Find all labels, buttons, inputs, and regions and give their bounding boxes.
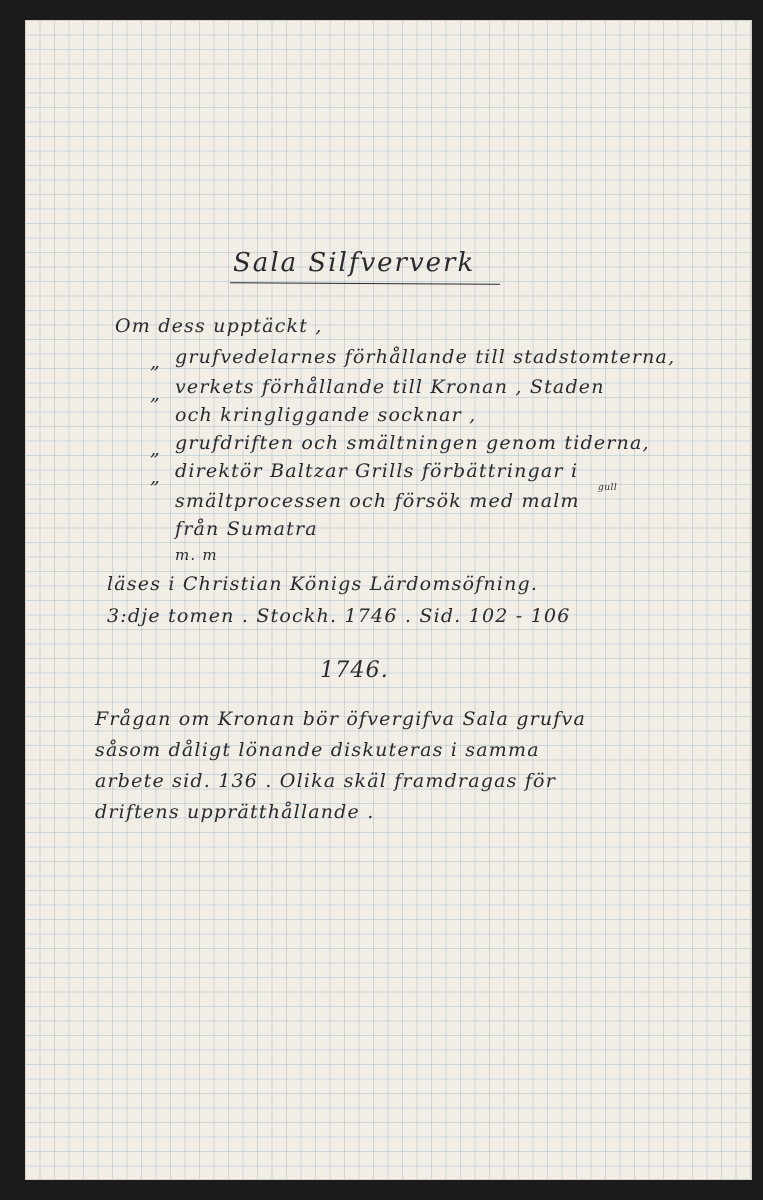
- insertion-note: gull: [598, 483, 618, 493]
- paragraph-line: såsom dåligt lönande diskuteras i samma: [95, 739, 540, 761]
- topic-line: verkets förhållande till Kronan , Staden: [175, 376, 605, 398]
- paragraph-line: arbete sid. 136 . Olika skäl framdragas för: [95, 770, 556, 792]
- title-underline: [230, 282, 500, 284]
- reference-line: 3:dje tomen . Stockh. 1746 . Sid. 102 - 106: [107, 605, 571, 627]
- ditto-mark: „: [150, 351, 162, 373]
- topic-line: grufvedelarnes förhållande till stadstomterna,: [175, 346, 676, 368]
- ditto-mark: „: [150, 466, 162, 488]
- reference-line: läses i Christian Königs Lärdomsöfning.: [107, 573, 539, 595]
- year-heading: 1746.: [320, 658, 389, 683]
- paragraph-line: Frågan om Kronan bör öfvergifva Sala grufva: [95, 708, 587, 730]
- paragraph-line: driftens upprätthållande .: [95, 801, 375, 823]
- topic-line: från Sumatra: [175, 518, 318, 540]
- topic-line: och kringliggande socknar ,: [175, 404, 477, 426]
- ditto-mark: „: [150, 438, 162, 460]
- page-title: Sala Silfververk: [233, 248, 476, 278]
- topics-intro: Om dess upptäckt ,: [115, 315, 323, 337]
- topic-line: smältprocessen och försök med malm: [175, 490, 580, 512]
- topic-line: m. m: [175, 546, 218, 564]
- ditto-mark: „: [150, 383, 162, 405]
- manuscript-page: [25, 20, 752, 1180]
- topic-line: direktör Baltzar Grills förbättringar i: [175, 460, 579, 482]
- topic-line: grufdriften och smältningen genom tiderna,: [175, 432, 650, 454]
